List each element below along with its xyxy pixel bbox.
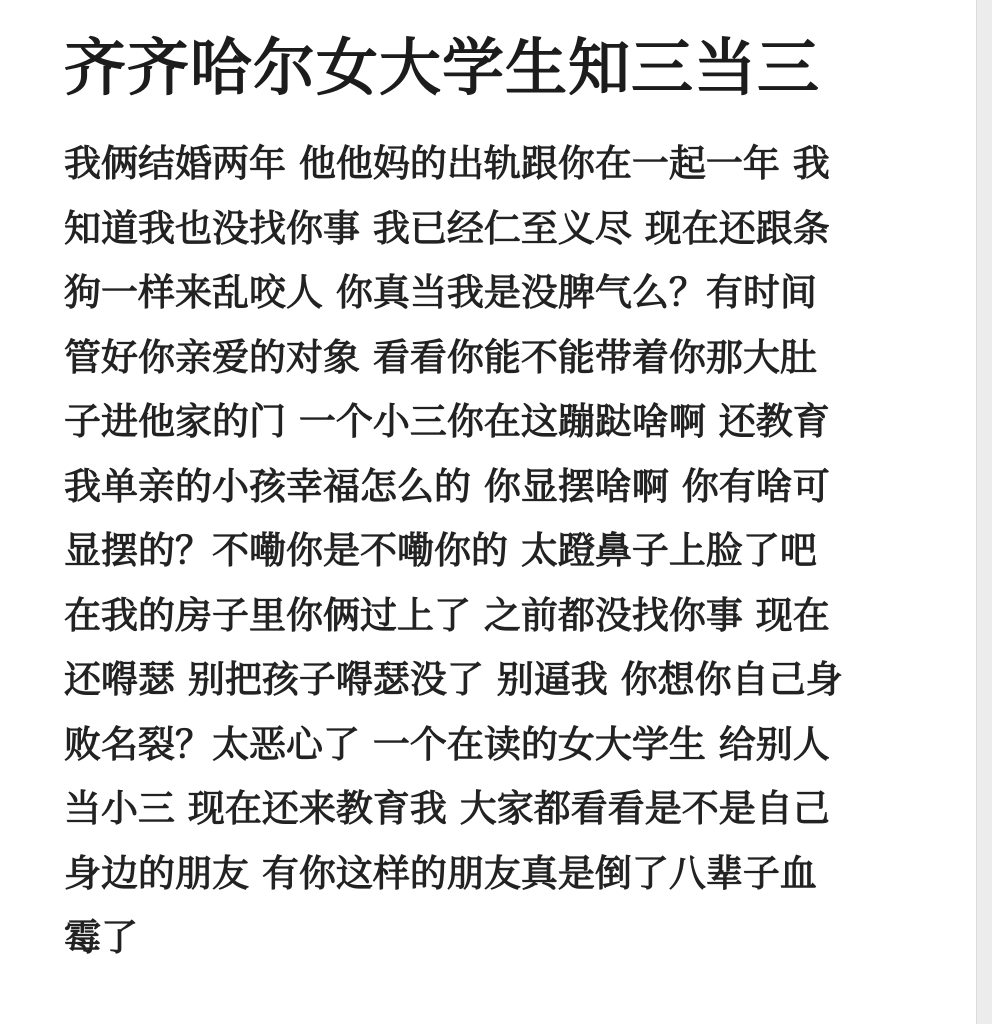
body-line: 当小三 现在还来教育我 大家都看看是不是自己	[64, 787, 830, 830]
body-line: 显摆的？不嘞你是不嘞你的 太蹬鼻子上脸了吧	[64, 529, 817, 572]
post-body	[64, 132, 944, 971]
body-line: 子进他家的门 一个小三你在这蹦跶啥啊 还教育	[64, 400, 830, 443]
body-line: 我俩结婚两年 他他妈的出轨跟你在一起一年 我	[64, 142, 830, 185]
body-line: 我单亲的小孩幸福怎么的 你显摆啥啊 你有啥可	[64, 464, 830, 508]
body-line: 霉了	[64, 916, 138, 959]
body-line: 还嘚瑟 别把孩子嘚瑟没了 别逼我 你想你自己身	[64, 658, 843, 701]
body-line: 狗一样来乱咬人 你真当我是没脾气么？有时间	[64, 271, 817, 314]
body-line: 管好你亲爱的对象 看看你能不能带着你那大肚	[64, 335, 817, 379]
body-line: 在我的房子里你俩过上了 之前都没找你事 现在	[64, 593, 830, 637]
body-line: 败名裂？太恶心了 一个在读的女大学生 给别人	[64, 722, 830, 766]
post-title: 齐齐哈尔女大学生知三当三	[64, 31, 821, 104]
body-line: 知道我也没找你事 我已经仁至义尽 现在还跟条	[64, 206, 830, 250]
body-line: 身边的朋友 有你这样的朋友真是倒了八辈子血	[64, 851, 817, 895]
page-edge	[976, 0, 992, 1024]
